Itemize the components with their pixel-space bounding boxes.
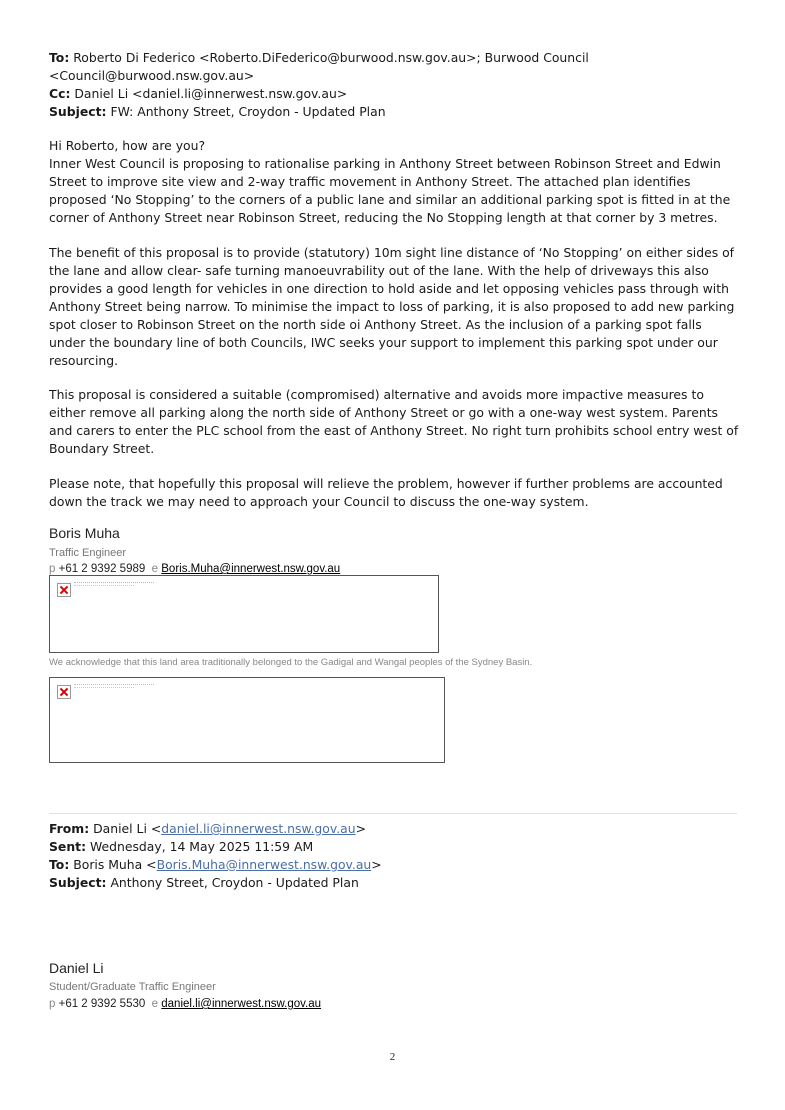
to-value-continued: <Council@burwood.nsw.gov.au> — [49, 68, 255, 83]
paragraph-4: Please note, that hopefully this proposal will relieve the problem, however if further problems are accounted down the track we may need to approach your Council to discuss the one-way system. — [49, 476, 723, 509]
to-label: To: — [49, 50, 70, 65]
alt-text-line — [74, 585, 134, 587]
signature-2-role: Student/Graduate Traffic Engineer — [49, 981, 216, 993]
email-link[interactable]: daniel.li@innerwest.nsw.gov.au — [161, 998, 322, 1010]
forwarded-from-line — [49, 820, 749, 838]
cc-line — [49, 85, 749, 103]
phone-key: p — [49, 998, 56, 1010]
phone-number: +61 2 9392 5530 — [58, 998, 146, 1010]
forwarded-subject-value: Anthony Street, Croydon - Updated Plan — [110, 875, 359, 890]
greeting: Hi Roberto, how are you? — [49, 138, 206, 153]
sent-value: Wednesday, 14 May 2025 11:59 AM — [89, 839, 314, 854]
alt-text-line — [74, 687, 134, 689]
email-key: e — [151, 563, 159, 575]
subject-value: FW: Anthony Street, Croydon - Updated Plan — [110, 104, 386, 119]
broken-image-icon — [57, 685, 71, 699]
alt-text-line — [74, 582, 154, 584]
paragraph-3: This proposal is considered a suitable (compromised) alternative and avoids more impactive measures to either remove all parking along the north side of Anthony Street or go with a one-way west system. Parents and carers to enter the PLC school from the east of Anthony Street. No right turn prohibits school entry west of Boundary Street. — [49, 387, 739, 456]
to-value: Roberto Di Federico <Roberto.DiFederico@burwood.nsw.gov.au>; Burwood Council — [73, 50, 589, 65]
land-acknowledgement: We acknowledge that this land area traditionally belonged to the Gadigal and Wangal peoples of the Sydney Basin. — [49, 657, 533, 668]
forwarded-to-close: > — [371, 857, 382, 872]
signature-role: Traffic Engineer — [49, 547, 127, 559]
cc-label: Cc: — [49, 86, 71, 101]
signature-2-name: Daniel Li — [49, 960, 104, 976]
paragraph-1: Inner West Council is proposing to rationalise parking in Anthony Street between Robinson Street and Edwin Street to improve site view and 2-way traffic movement in Anthony Street. The attached plan identifies proposed ‘No Stopping’ to the corners of a public lane and similar an additional parking spot is fitted in at the corner of Anthony Street near Robinson Street, reducing the No Stopping length at that corner by 3 metres. — [49, 156, 731, 225]
alt-text-line — [74, 684, 154, 686]
subject-line — [49, 103, 749, 121]
forwarded-to-label: To: — [49, 857, 70, 872]
email-link[interactable]: Boris.Muha@innerwest.nsw.gov.au — [161, 563, 341, 575]
email-key: e — [151, 998, 159, 1010]
banner-image-placeholder — [49, 677, 445, 763]
paragraph-2: The benefit of this proposal is to provide (statutory) 10m sight line distance of ‘No Stopping’ on either sides of the lane and allow clear- safe turning manoeuvrability out of the lane. With the help of driveways this also provides a good length for vehicles in one direction to hold aside and let opposing vehicles pass through with Anthony Street being narrow. To minimise the impact to loss of parking, it is also proposed to add new parking spot closer to Robinson Street on the north side oi Anthony Street. As the inclusion of a parking spot falls under the boundary line of both Councils, IWC seeks your support to implement this parking spot under our resourcing. — [49, 245, 735, 368]
from-label: From: — [49, 821, 90, 836]
forwarded-subject-line — [49, 874, 749, 892]
from-close: > — [355, 821, 366, 836]
forwarded-to-name: Boris Muha < — [73, 857, 157, 872]
phone-key: p — [49, 563, 56, 575]
signature-2-contact — [49, 995, 321, 1013]
signature-image-placeholder — [49, 575, 439, 653]
from-email-link[interactable]: daniel.li@innerwest.nsw.gov.au — [161, 821, 356, 836]
to-line-continued — [49, 67, 749, 85]
phone-number: +61 2 9392 5989 — [58, 563, 146, 575]
sent-label: Sent: — [49, 839, 87, 854]
page-number: 2 — [389, 1051, 396, 1063]
from-name: Daniel Li < — [93, 821, 162, 836]
to-line — [49, 49, 749, 67]
forwarded-subject-label: Subject: — [49, 875, 107, 890]
message-divider — [49, 813, 737, 814]
subject-label: Subject: — [49, 104, 107, 119]
broken-image-icon — [57, 583, 71, 597]
signature-name: Boris Muha — [49, 525, 120, 541]
forwarded-sent-line — [49, 838, 749, 856]
forwarded-to-line — [49, 856, 749, 874]
forwarded-to-email-link[interactable]: Boris.Muha@innerwest.nsw.gov.au — [156, 857, 372, 872]
cc-value: Daniel Li <daniel.li@innerwest.nsw.gov.au> — [74, 86, 348, 101]
